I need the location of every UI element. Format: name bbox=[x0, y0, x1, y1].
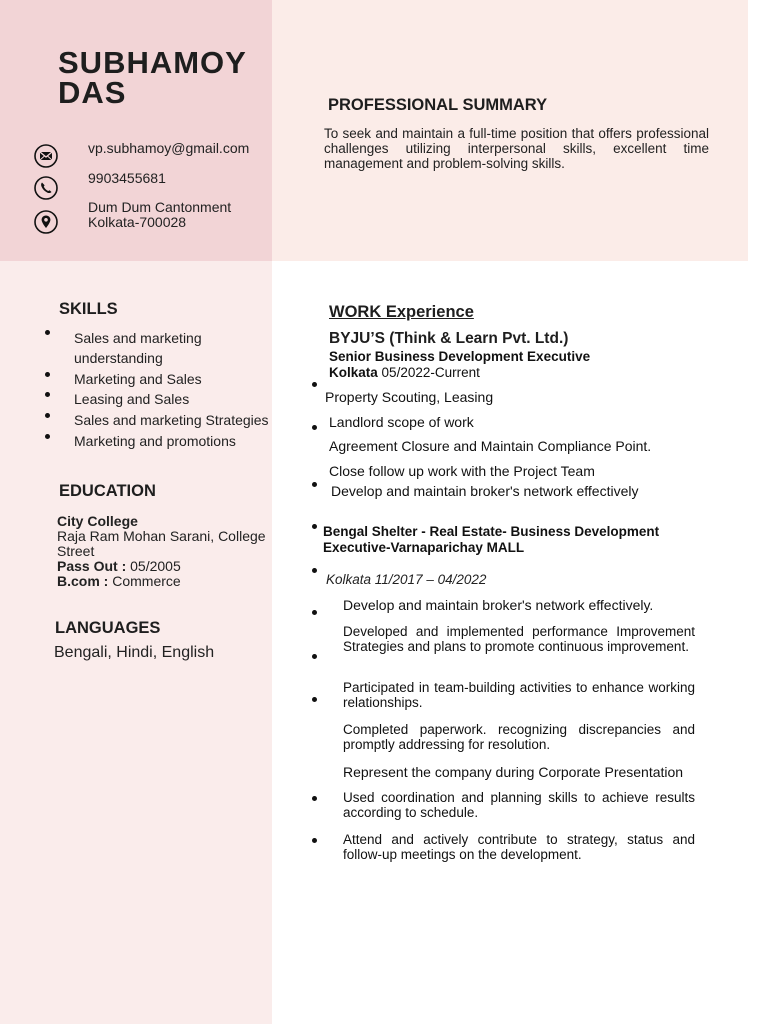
phone-text: 9903455681 bbox=[88, 170, 166, 186]
bullet-icon bbox=[312, 654, 317, 659]
job1-location-row bbox=[329, 365, 480, 380]
job2-company-line-2: Executive-Varnaparichay MALL bbox=[323, 539, 525, 555]
mail-icon bbox=[34, 144, 58, 168]
bullet-icon bbox=[312, 610, 317, 615]
candidate-name bbox=[58, 45, 247, 110]
pass-out-label: Pass Out : bbox=[57, 558, 127, 574]
phone-icon bbox=[34, 176, 58, 200]
skills-heading: SKILLS bbox=[59, 300, 118, 318]
job2-item: Developed and implemented performance Improvement Strategies and plans to promote continuous improvement. bbox=[343, 624, 695, 654]
first-name: SUBHAMOY bbox=[58, 45, 247, 80]
address-line-1: Dum Dum Cantonment bbox=[88, 199, 232, 215]
pass-out-row bbox=[57, 559, 272, 574]
job2-company-line-1: Bengal Shelter - Real Estate- Business Development bbox=[323, 524, 660, 539]
bullet-icon bbox=[312, 425, 317, 430]
skill-item: Marketing and Sales bbox=[74, 371, 202, 387]
email-text: vp.subhamoy@gmail.com bbox=[88, 140, 250, 156]
degree-row bbox=[57, 574, 272, 589]
job2-item: Participated in team-building activities to enhance working relationships. bbox=[343, 680, 695, 710]
work-heading: WORK Experience bbox=[329, 303, 474, 321]
job2-item: Used coordination and planning skills to achieve results according to schedule. bbox=[343, 790, 695, 820]
job2-company bbox=[323, 524, 659, 555]
school-address: Raja Ram Mohan Sarani, College Street bbox=[57, 528, 266, 559]
bullet-icon bbox=[312, 697, 317, 702]
job1-location: Kolkata bbox=[329, 365, 378, 380]
education-heading: EDUCATION bbox=[59, 482, 156, 500]
bullet-icon bbox=[312, 796, 317, 801]
bullet-icon bbox=[312, 524, 317, 529]
degree-label: B.com : bbox=[57, 573, 109, 589]
bullet-icon bbox=[312, 568, 317, 573]
bullet-icon bbox=[45, 372, 50, 377]
bullet-icon bbox=[45, 413, 50, 418]
job2-item: Represent the company during Corporate Presentation bbox=[343, 764, 684, 780]
summary-text: To seek and maintain a full-time position that offers professional challenges utilizing interpersonal skills, excellent time management and problem-solving skills. bbox=[324, 126, 709, 172]
school-name: City College bbox=[57, 513, 138, 529]
skill-item: Sales and marketing bbox=[74, 330, 202, 346]
address-text bbox=[88, 200, 231, 230]
job1-item: Property Scouting, Leasing bbox=[325, 389, 494, 405]
degree-value: Commerce bbox=[112, 573, 181, 589]
bullet-icon bbox=[45, 392, 50, 397]
education-block bbox=[57, 514, 272, 589]
job2-item: Attend and actively contribute to strategy, status and follow-up meetings on the development. bbox=[343, 832, 695, 862]
pass-out-value: 05/2005 bbox=[130, 558, 181, 574]
bullet-icon bbox=[312, 838, 317, 843]
job1-item: Close follow up work with the Project Team bbox=[329, 463, 595, 479]
job1-company: BYJU’S (Think & Learn Pvt. Ltd.) bbox=[329, 330, 569, 347]
job1-dates: 05/2022-Current bbox=[381, 365, 480, 380]
address-line-2: Kolkata-700028 bbox=[88, 214, 187, 230]
bullet-icon bbox=[45, 330, 50, 335]
job1-item: Agreement Closure and Maintain Compliance Point. bbox=[329, 438, 652, 454]
skill-item: Leasing and Sales bbox=[74, 391, 190, 407]
bullet-icon bbox=[312, 482, 317, 487]
job2-location-dates: Kolkata 11/2017 – 04/2022 bbox=[326, 572, 487, 587]
job1-title: Senior Business Development Executive bbox=[329, 349, 591, 364]
job2-item: Develop and maintain broker's network effectively. bbox=[343, 597, 654, 613]
last-name: DAS bbox=[58, 75, 127, 110]
job1-item: Develop and maintain broker's network effectively bbox=[331, 483, 639, 499]
skill-item: Sales and marketing Strategies bbox=[74, 412, 269, 428]
job1-item: Landlord scope of work bbox=[329, 414, 474, 430]
location-pin-icon bbox=[34, 210, 58, 234]
job2-item: Completed paperwork. recognizing discrepancies and promptly addressing for resolution. bbox=[343, 722, 695, 752]
skill-item-continued: understanding bbox=[74, 350, 163, 366]
languages-text: Bengali, Hindi, English bbox=[54, 644, 215, 661]
languages-heading: LANGUAGES bbox=[55, 619, 161, 637]
bullet-icon bbox=[45, 434, 50, 439]
bullet-icon bbox=[312, 382, 317, 387]
summary-heading: PROFESSIONAL SUMMARY bbox=[328, 96, 548, 114]
skill-item: Marketing and promotions bbox=[74, 433, 236, 449]
